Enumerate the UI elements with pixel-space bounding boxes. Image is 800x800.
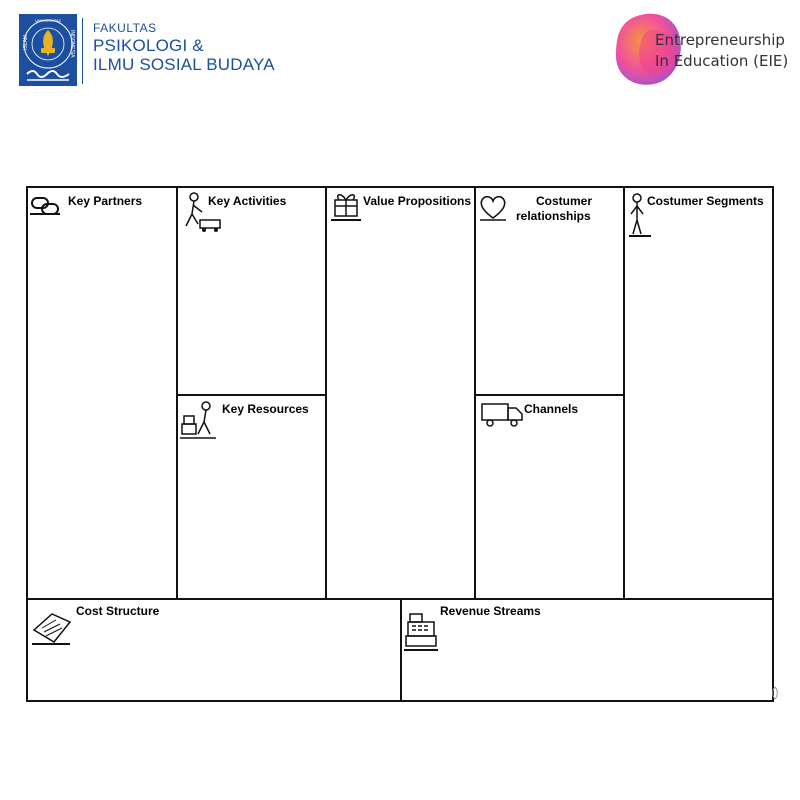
university-seal-logo: [19, 14, 77, 86]
customer-segments-title: Costumer Segments: [647, 194, 764, 208]
cost-structure-title: Cost Structure: [76, 604, 160, 618]
faculty-name: [93, 22, 275, 75]
price-tag-icon: [30, 610, 76, 648]
faculty-line-2: PSIKOLOGI &: [93, 36, 204, 55]
revenue-streams-title: Revenue Streams: [440, 604, 541, 618]
program-line-1: Entrepreneurship: [655, 31, 785, 49]
key-resources-title: Key Resources: [222, 402, 309, 416]
cost-structure-block[interactable]: [26, 598, 402, 702]
delivery-truck-icon: [480, 400, 524, 430]
customer-segments-block[interactable]: [623, 186, 774, 600]
customer-relationships-block[interactable]: [474, 186, 625, 396]
seal-text-top: UNIVERSITAS: [34, 18, 62, 23]
key-partners-title: Key Partners: [68, 194, 143, 208]
header-divider: [82, 18, 83, 84]
channels-block[interactable]: [474, 394, 625, 600]
channels-title: Channels: [524, 402, 579, 416]
business-model-canvas: [26, 186, 774, 702]
corner-mark-icon: [771, 686, 779, 700]
chain-link-icon: [30, 194, 62, 218]
key-resources-block[interactable]: [176, 394, 327, 600]
gift-box-icon: [329, 190, 365, 224]
worker-with-boxes-icon: [180, 400, 224, 444]
cash-register-icon: [404, 610, 440, 652]
faculty-line-3: ILMU SOSIAL BUDAYA: [93, 55, 275, 74]
customer-relationships-title-line-1: Costumer: [536, 194, 593, 208]
heart-icon: [478, 192, 508, 222]
program-name: [655, 30, 788, 72]
value-propositions-title: Value Propositions: [363, 194, 472, 208]
seal-text-left: ISLAM: [23, 34, 29, 50]
key-activities-block[interactable]: [176, 186, 327, 396]
program-line-2: In Education (EIE): [655, 52, 789, 70]
customer-relationships-title-line-2: relationships: [516, 209, 591, 223]
key-activities-title: Key Activities: [208, 194, 287, 208]
seal-text-right: INDONESIA: [69, 30, 75, 58]
revenue-streams-block[interactable]: [400, 598, 774, 702]
key-partners-block[interactable]: [26, 186, 178, 600]
value-propositions-block[interactable]: [325, 186, 476, 600]
faculty-line-1: FAKULTAS: [93, 21, 157, 35]
